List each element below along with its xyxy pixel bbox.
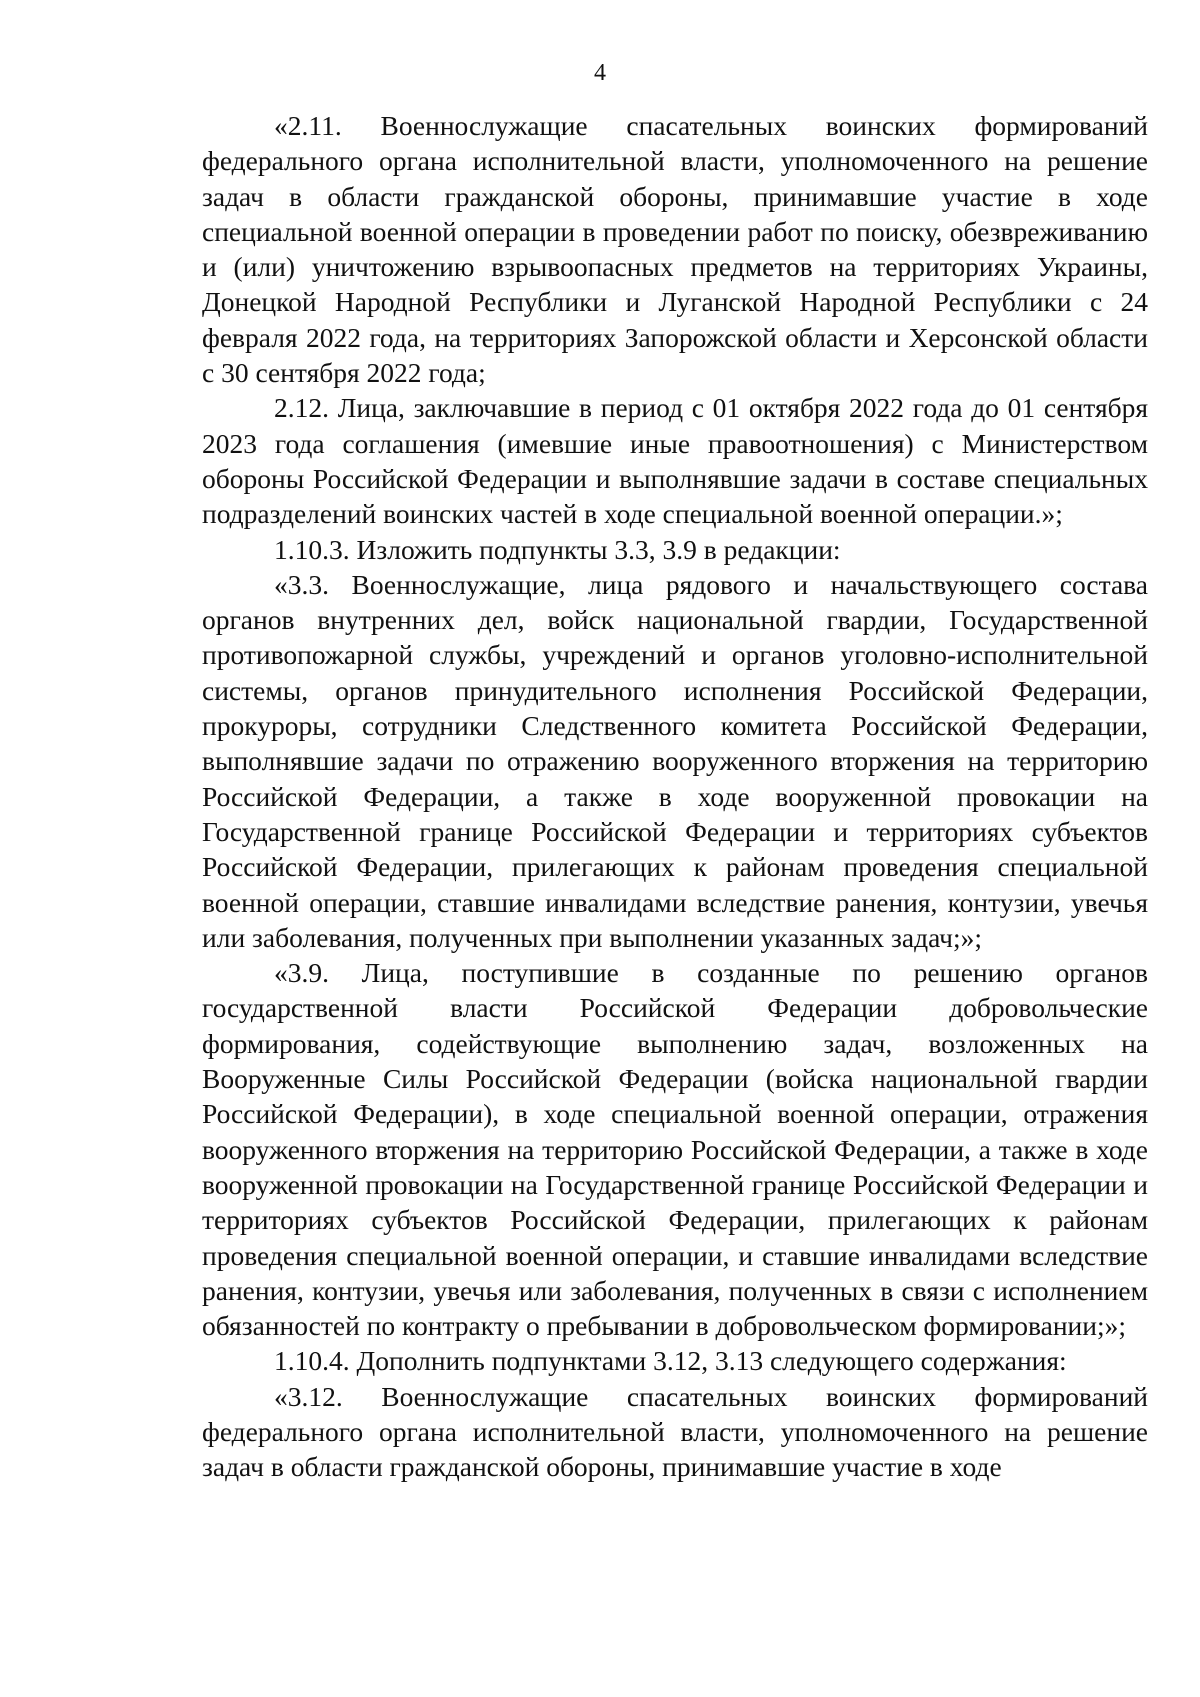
paragraph-3-12: «3.12. Военнослужащие спасательных воинских формирований федерального органа исполнительной власти, уполномоченного на решение задач в области гражданской обороны, принимавшие участие в ходе <box>202 1380 1148 1483</box>
page-number: 4 <box>594 60 606 86</box>
paragraph-1-10-3: 1.10.3. Изложить подпункты 3.3, 3.9 в редакции: <box>274 533 841 565</box>
paragraph-2-11: «2.11. Военнослужащие спасательных воинских формирований федерального органа исполнительной власти, уполномоченного на решение задач в области гражданской обороны, принимавшие участие в ходе специальной военной операции в проведении работ по поиску, обезвреживанию и (или) уничтожению взрывоопасных предметов на территориях Украины, Донецкой Народной Республики и Луганской Народной Республики с 24 февраля 2022 года, на территориях Запорожской области и Херсонской области с 30 сентября 2022 года; <box>202 110 1148 389</box>
document-body <box>202 108 1148 1485</box>
paragraph-1-10-4: 1.10.4. Дополнить подпунктами 3.12, 3.13 следующего содержания: <box>274 1345 1067 1377</box>
paragraph-2-12: 2.12. Лица, заключавшие в период с 01 октября 2022 года до 01 сентября 2023 года соглашения (имевшие иные правоотношения) с Министерством обороны Российской Федерации и выполнявшие задачи в составе специальных подразделений воинских частей в ходе специальной военной операции.»; <box>202 392 1148 530</box>
paragraph-3-3: «3.3. Военнослужащие, лица рядового и начальствующего состава органов внутренних дел, войск национальной гвардии, Государственной противопожарной службы, учреждений и органов уголовно-исполнительной системы, органов принудительного исполнения Российской Федерации, прокуроры, сотрудники Следственного комитета Российской Федерации, выполнявшие задачи по отражению вооруженного вторжения на территорию Российской Федерации, а также в ходе вооруженной провокации на Государственной границе Российской Федерации и территориях субъектов Российской Федерации, прилегающих к районам проведения специальной военной операции, ставшие инвалидами вследствие ранения, контузии, увечья или заболевания, полученных при выполнении указанных задач;»; <box>202 568 1148 953</box>
paragraph-3-9: «3.9. Лица, поступившие в созданные по решению органов государственной власти Российской Федерации добровольческие формирования, содействующие выполнению задач, возложенных на Вооруженные Силы Российской Федерации (войска национальной гвардии Российской Федерации), в ходе специальной военной операции, отражения вооруженного вторжения на территорию Российской Федерации, а также в ходе вооруженной провокации на Государственной границе Российской Федерации и территориях субъектов Российской Федерации, прилегающих к районам проведения специальной военной операции, и ставшие инвалидами вследствие ранения, контузии, увечья или заболевания, полученных в связи с исполнением обязанностей по контракту о пребывании в добровольческом формировании;»; <box>202 957 1148 1342</box>
